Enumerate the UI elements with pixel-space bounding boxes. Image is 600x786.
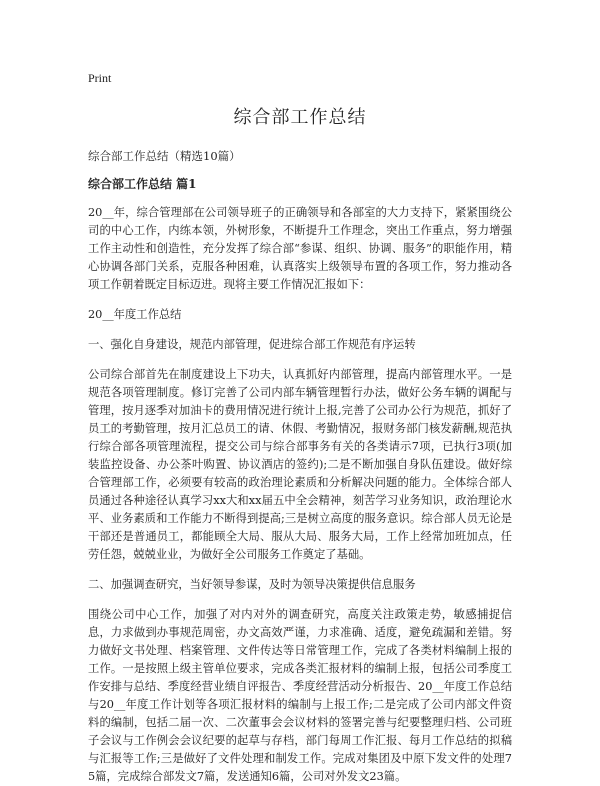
paragraph-section-two-heading: 二、加强调查研究，当好领导参谋，及时为领导决策提供信息服务 [88,578,416,591]
paragraph-intro: 20__年，综合管理部在公司领导班子的正确领导和各部室的大力支持下，紧紧围绕公司的中心工作，内练本领，外树形象，不断提升工作理念，突出工作重点，努力增强工作主动性和创造性，充分发挥了综合部“参谋、组织、协调、服务”的职能作用，精心协调各部门关系，克服各种困难，认真落实上级领导布置的各项工作，努力推动各项工作朝着既定目标迈进。现将主要工作情况汇报如下： [88,206,512,291]
paragraph-year-summary-heading: 20__年度工作总结 [88,308,182,321]
print-link[interactable]: Print [88,71,112,85]
paragraph-section-two-body: 围绕公司中心工作，加强了对内对外的调查研究，高度关注政策走势，敏感捕捉信息，力求做到办事规范周密，办文高效严谨，力求准确、适度，避免疏漏和差错。努力做好文书处理、档案管理、文件传达等日常管理工作，完成了各类材料编制上报的工作。一是按照上级主管单位要求，完成各类汇报材料的编制上报，包括公司季度工作安排与总结、季度经营业绩自评报告、季度经营活动分析报告、20__年度工作总结与20__年度工作计划等各项汇报材料的编制与上报工作;二是完成了公司内部文件资料的编制，包括二届一次、二次董事会会议材料的签署完善与纪要整理归档、公司班子会议与工作例会会议纪要的起草与存档，部门每周工作汇报、每月工作总结的拟稿与汇报等工作;三是做好了文件处理和制发工作。完成对集团及中原下发文件的处理75篇，完成综合部发文7篇，发送通知6篇，公司对外发文23篇。 [88,608,512,783]
section-heading: 综合部工作总结 篇1 [88,177,197,191]
document-subtitle: 综合部工作总结（精选10篇） [88,149,241,163]
document-title: 综合部工作总结 [233,107,367,128]
paragraph-section-one-heading: 一、强化自身建设，规范内部管理，促进综合部工作规范有序运转 [88,338,416,351]
paragraph-section-one-body: 公司综合部首先在制度建设上下功夫，认真抓好内部管理，提高内部管理水平。一是规范各项管理制度。修订完善了公司内部车辆管理暂行办法，做好公务车辆的调配与管理，按月逐季对加油卡的费用情况进行统计上报,完善了公司办公行为规范，抓好了员工的考勤管理，按月汇总员工的请、休假、考勤情况，报财务部门核发薪酬,规范执行综合部各项管理流程，提交公司与综合部事务有关的各类请示7项，已执行3项(加装监控设备、办公茶叶购置、协议酒店的签约);二是不断加强自身队伍建设。做好综合管理部工作，必须要有较高的政治理论素质和分析解决问题的能力。全体综合部人员通过各种途径认真学习xx大和xx届五中全会精神，刻苦学习业务知识，政治理论水平、业务素质和工作能力不断得到提高;三是树立高度的服务意识。综合部人员无论是干部还是普通员工，都能顾全大局、服从大局、服务大局，工作上经常加班加点，任劳任怨，兢兢业业，为做好全公司服务工作奠定了基础。 [88,368,512,561]
